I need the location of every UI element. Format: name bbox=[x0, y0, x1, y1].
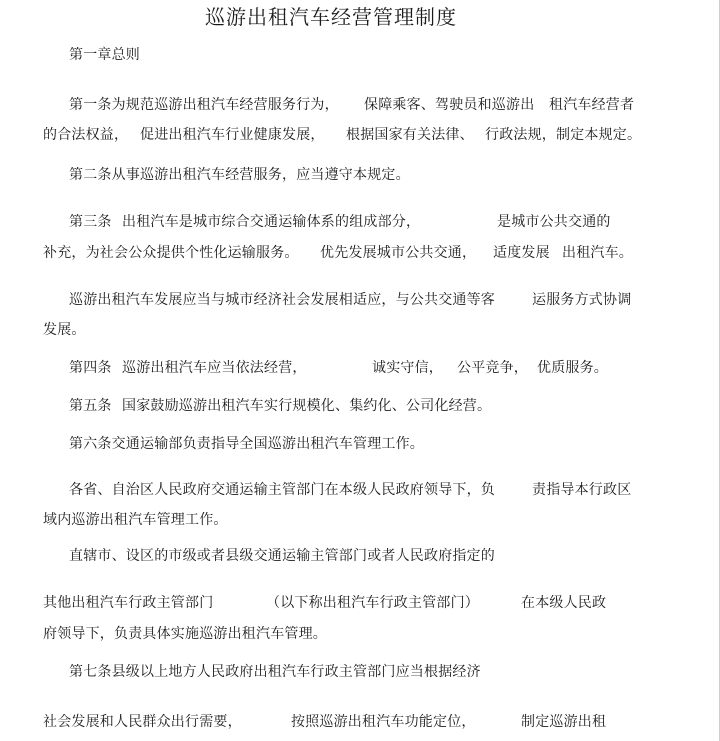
article-4-part-2: 诚实守信， bbox=[372, 360, 443, 376]
article-1-line-2c: 根据国家有关法律、 bbox=[346, 127, 474, 143]
article-6-line-2b: 责指导本行政区 bbox=[532, 482, 632, 498]
article-2: 第二条从事巡游出租汽车经营服务，应当遵守本规定。 bbox=[69, 167, 410, 183]
article-1-line-1c: 租汽车经营者 bbox=[549, 97, 635, 113]
article-7-line-1: 第七条县级以上地方人民政府出租汽车行政主管部门应当根据经济 bbox=[69, 664, 481, 680]
article-1-line-2d: 行政法规，制定本规定。 bbox=[485, 127, 642, 143]
document-title: 巡游出租汽车经营管理制度 bbox=[205, 5, 457, 29]
article-6-line-5c: 在本级人民政 bbox=[521, 595, 607, 611]
article-6-line-2a: 各省、自治区人民政府交通运输主管部门在本级人民政府领导下，负 bbox=[69, 482, 495, 498]
article-4-label: 第四条 bbox=[69, 360, 112, 376]
article-3-line-3b: 运服务方式协调 bbox=[532, 292, 632, 308]
article-6-line-6: 府领导下，负责具体实施巡游出租汽车管理。 bbox=[43, 626, 327, 642]
article-3-line-1b: 出租汽车是城市综合交通运输体系的组成部分， bbox=[122, 214, 421, 230]
article-7-line-2b: 按照巡游出租汽车功能定位， bbox=[291, 714, 476, 730]
article-3-line-2a: 补充，为社会公众提供个性化运输服务。 bbox=[43, 245, 299, 261]
article-1-line-1b: 保障乘客、驾驶员和巡游出 bbox=[364, 97, 535, 113]
article-7-line-2a: 社会发展和人民群众出行需要， bbox=[43, 714, 242, 730]
article-1-line-2b: 促进出租汽车行业健康发展， bbox=[140, 127, 325, 143]
article-3-line-1c: 是城市公共交通的 bbox=[497, 214, 611, 230]
article-3-line-2b: 优先发展城市公共交通， bbox=[320, 245, 477, 261]
article-5-label: 第五条 bbox=[69, 398, 112, 414]
article-7-line-2c: 制定巡游出租 bbox=[521, 714, 607, 730]
article-6-line-3: 域内巡游出租汽车管理工作。 bbox=[43, 512, 228, 528]
article-6-line-5a: 其他出租汽车行政主管部门 bbox=[43, 595, 214, 611]
article-1-line-2a: 的合法权益， bbox=[43, 127, 129, 143]
article-3-line-2c: 适度发展 bbox=[493, 245, 550, 261]
article-3-line-2d: 出租汽车。 bbox=[562, 245, 633, 261]
article-6-line-1: 第六条交通运输部负责指导全国巡游出租汽车管理工作。 bbox=[69, 436, 424, 452]
article-6-line-4: 直辖市、设区的市级或者县级交通运输主管部门或者人民政府指定的 bbox=[69, 548, 495, 564]
article-3-line-3a: 巡游出租汽车发展应当与城市经济社会发展相适应，与公共交通等客 bbox=[69, 292, 495, 308]
article-6-line-5b: （以下称出租汽车行政主管部门） bbox=[266, 595, 479, 611]
article-3-line-4: 发展。 bbox=[43, 322, 86, 338]
article-4-part-3: 公平竞争， bbox=[457, 360, 528, 376]
article-4-part-4: 优质服务。 bbox=[537, 360, 608, 376]
article-3-line-1a: 第三条 bbox=[69, 214, 112, 230]
article-5-text: 国家鼓励巡游出租汽车实行规模化、集约化、公司化经营。 bbox=[122, 398, 492, 414]
chapter-heading: 第一章总则 bbox=[69, 47, 140, 63]
article-1-line-1a: 第一条为规范巡游出租汽车经营服务行为， bbox=[69, 97, 339, 113]
article-4-part-1: 巡游出租汽车应当依法经营， bbox=[122, 360, 307, 376]
